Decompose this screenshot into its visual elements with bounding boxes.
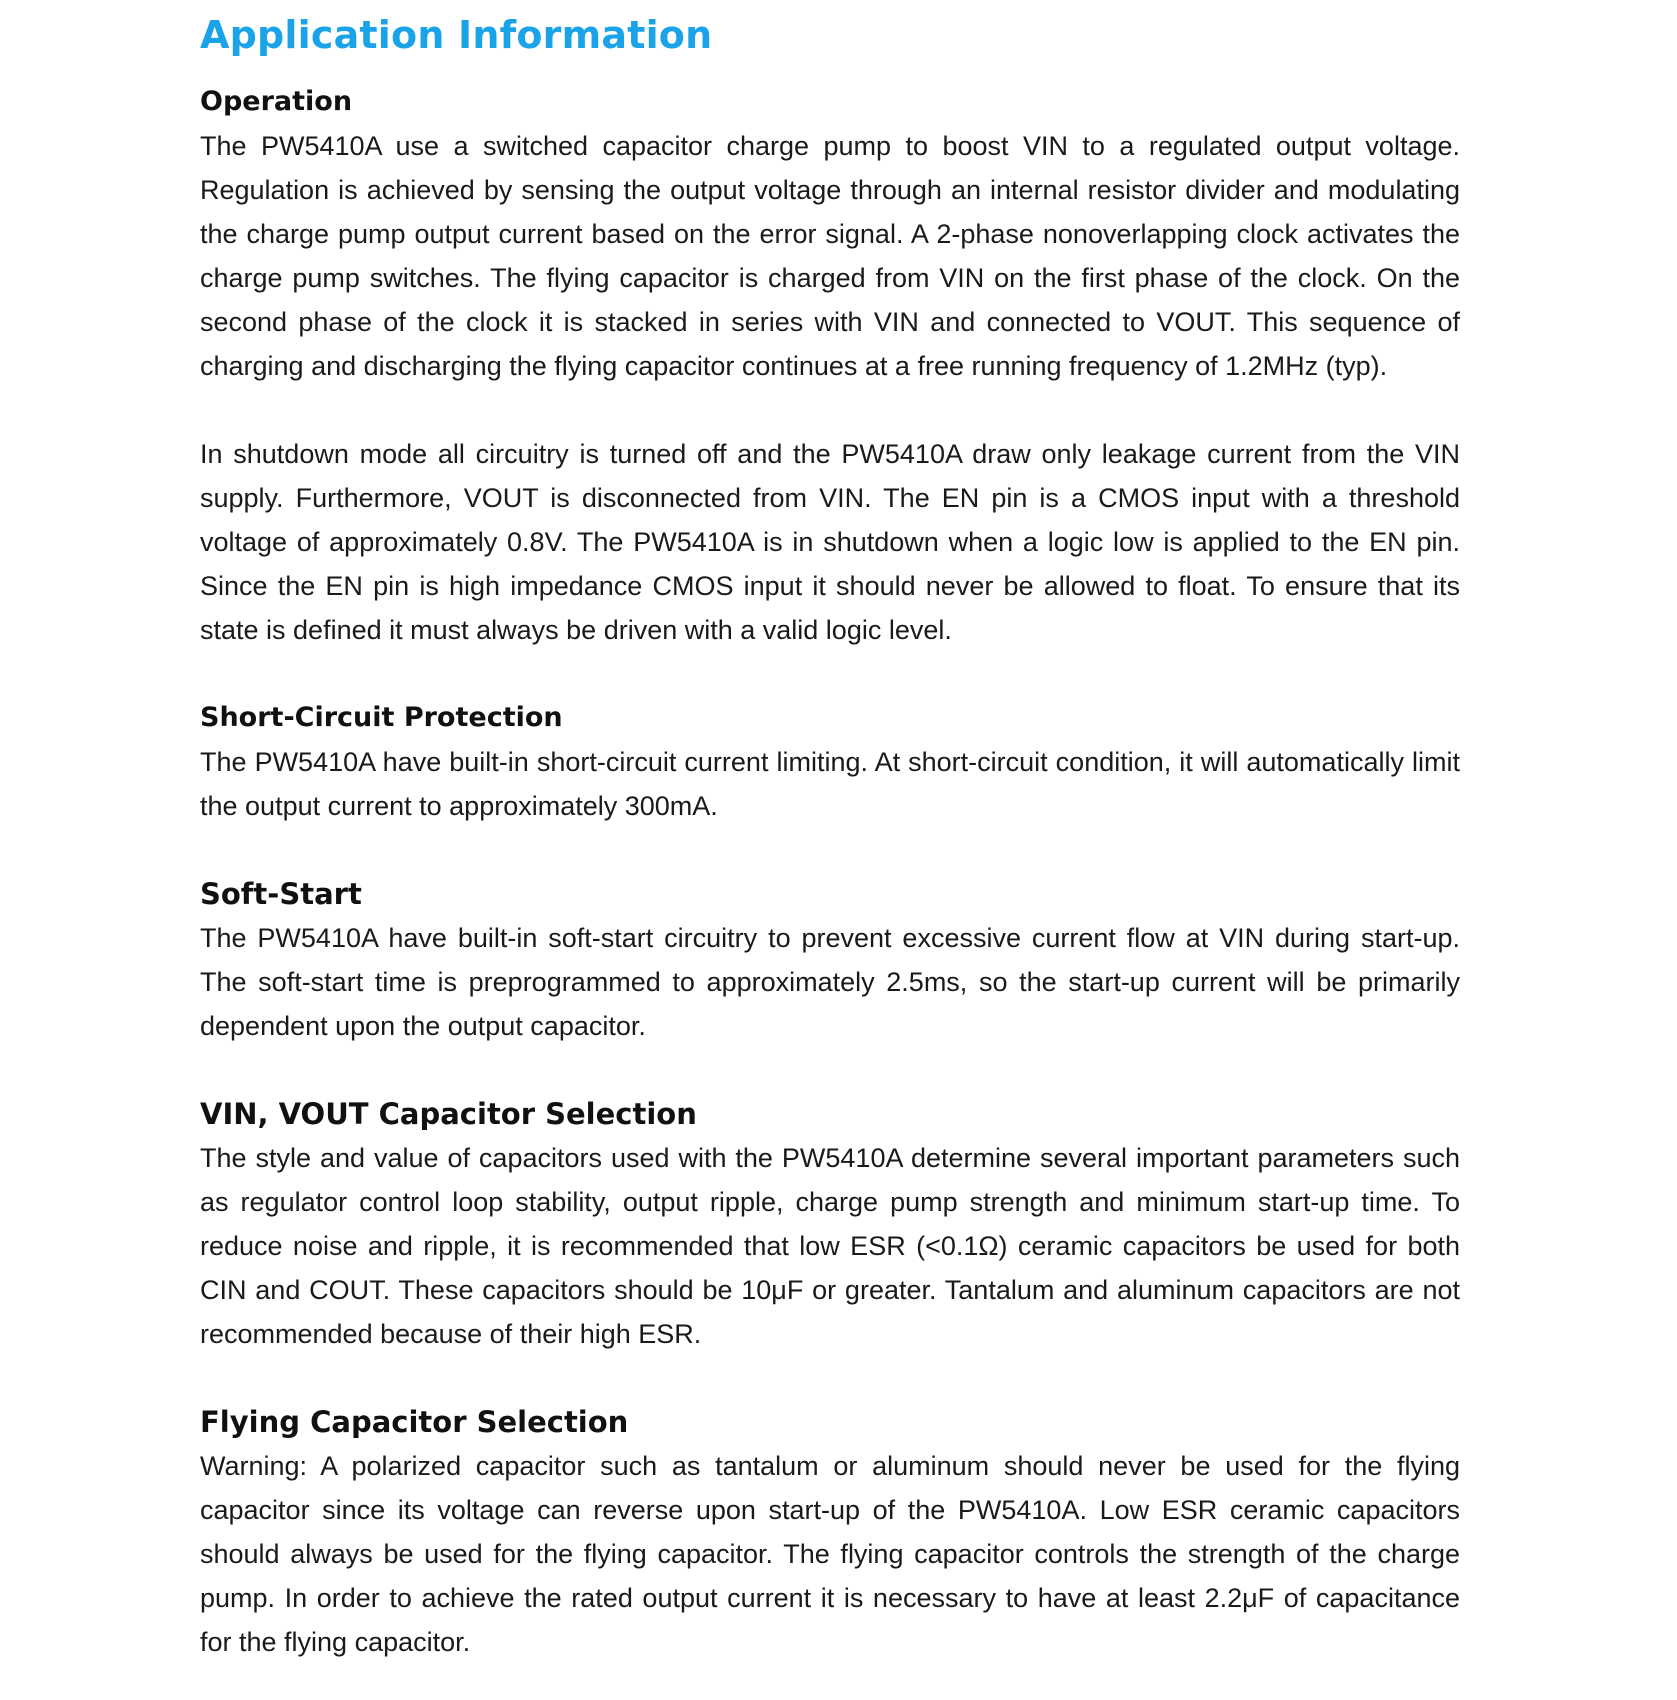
section-short-circuit-protection xyxy=(200,696,1460,828)
page-title: Application Information xyxy=(200,13,713,57)
section-heading-operation: Operation xyxy=(200,86,353,117)
short-circuit-paragraph: The PW5410A have built-in short-circuit current limiting. At short-circuit condition, it will automatically limit the output current to approximately 300mA. xyxy=(200,747,1460,821)
vin-vout-capacitor-paragraph: The style and value of capacitors used with the PW5410A determine several important parameters such as regulator control loop stability, output ripple, charge pump strength and minimum start-up time. To reduce noise and ripple, it is recommended that low ESR (<0.1Ω) ceramic capacitors be used for both CIN and COUT. These capacitors should be 10μF or greater. Tantalum and aluminum capacitors are not recommended because of their high ESR. xyxy=(200,1143,1460,1349)
section-soft-start xyxy=(200,872,1460,1048)
soft-start-paragraph: The PW5410A have built-in soft-start circuitry to prevent excessive current flow at VIN during start-up. The soft-start time is preprogrammed to approximately 2.5ms, so the start-up current will be primarily dependent upon the output capacitor. xyxy=(200,923,1460,1041)
flying-capacitor-paragraph: Warning: A polarized capacitor such as tantalum or aluminum should never be used for the flying capacitor since its voltage can reverse upon start-up of the PW5410A. Low ESR ceramic capacitors should always be used for the flying capacitor. The flying capacitor controls the strength of the charge pump. In order to achieve the rated output current it is necessary to have at least 2.2μF of capacitance for the flying capacitor. xyxy=(200,1451,1460,1657)
section-flying-capacitor-selection xyxy=(200,1400,1460,1664)
section-operation xyxy=(200,80,1460,652)
section-heading-vin-vout-capacitor-selection: VIN, VOUT Capacitor Selection xyxy=(200,1097,697,1131)
document-page xyxy=(200,0,1460,1664)
section-heading-soft-start: Soft-Start xyxy=(200,877,362,911)
operation-paragraph-1: The PW5410A use a switched capacitor charge pump to boost VIN to a regulated output voltage. Regulation is achieved by sensing the output voltage through an internal resistor divider and modulating the charge pump output current based on the error signal. A 2-phase nonoverlapping clock activates the charge pump switches. The flying capacitor is charged from VIN on the first phase of the clock. On the second phase of the clock it is stacked in series with VIN and connected to VOUT. This sequence of charging and discharging the flying capacitor continues at a free running frequency of 1.2MHz (typ). xyxy=(200,131,1460,381)
section-vin-vout-capacitor-selection xyxy=(200,1092,1460,1356)
section-heading-flying-capacitor-selection: Flying Capacitor Selection xyxy=(200,1405,629,1439)
operation-paragraph-2: In shutdown mode all circuitry is turned off and the PW5410A draw only leakage current from the VIN supply. Furthermore, VOUT is disconnected from VIN. The EN pin is a CMOS input with a threshold voltage of approximately 0.8V. The PW5410A is in shutdown when a logic low is applied to the EN pin. Since the EN pin is high impedance CMOS input it should never be allowed to float. To ensure that its state is defined it must always be driven with a valid logic level. xyxy=(200,439,1460,645)
section-heading-short-circuit-protection: Short-Circuit Protection xyxy=(200,702,563,733)
